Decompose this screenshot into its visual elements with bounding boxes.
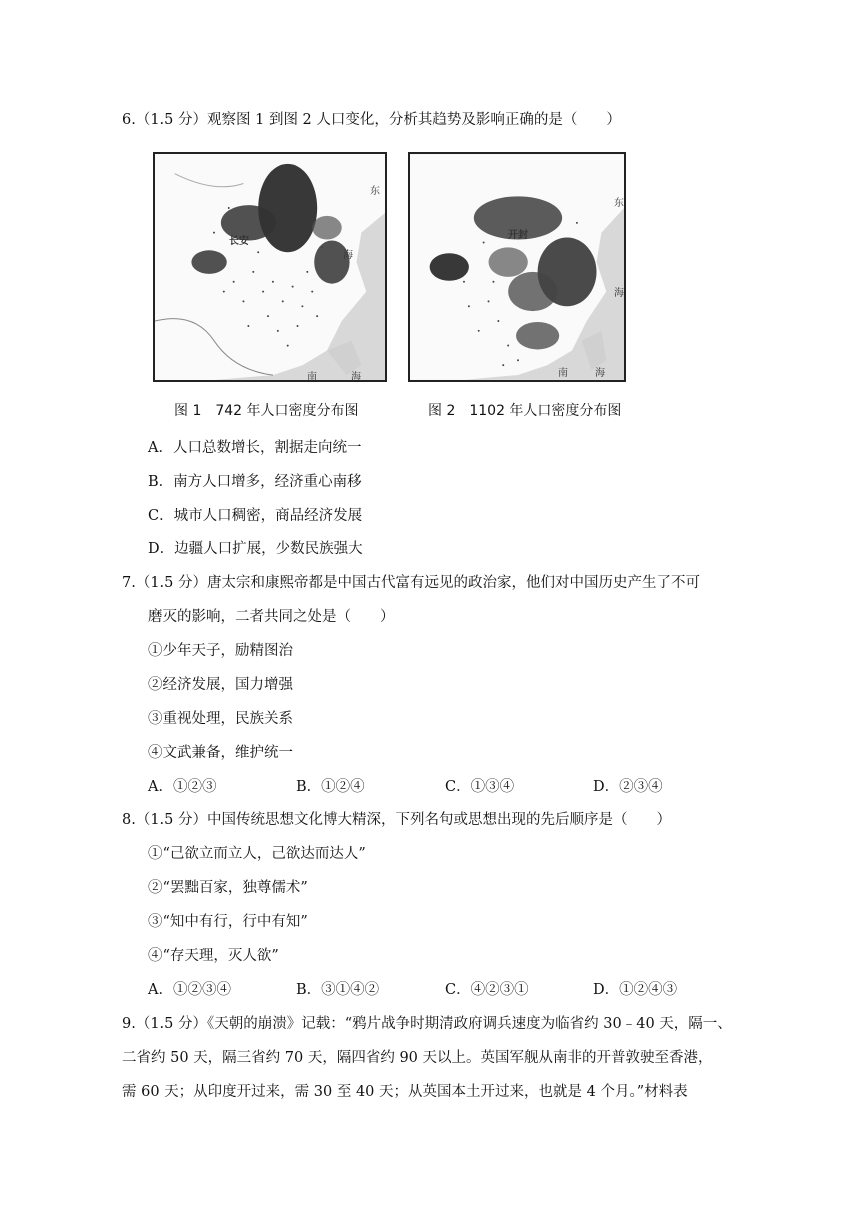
- q8-item-2: ②“罢黜百家，独尊儒术”: [148, 880, 308, 896]
- map1-sea-label-1: 东: [370, 186, 380, 197]
- q8-item-1: ①“己欲立而立人，己欲达而达人”: [148, 846, 366, 862]
- map1-sea-label-3: 南: [307, 372, 317, 382]
- q8-option-c[interactable]: C．④②③①: [445, 982, 529, 998]
- question-7-stem-line-2: 磨灭的影响，二者共同之处是（ ）: [148, 609, 395, 625]
- map1-sea-label-2: 海: [343, 250, 353, 261]
- map2-sea-label-3: 南: [558, 368, 568, 379]
- map-1102-population-density: [410, 154, 624, 380]
- q8-option-d[interactable]: D．①②④③: [593, 982, 678, 998]
- q7-option-b[interactable]: B．①②④: [296, 779, 365, 795]
- q7-item-3: ③重视处理，民族关系: [148, 711, 293, 727]
- q6-option-a[interactable]: A．人口总数增长，割据走向统一: [148, 440, 362, 456]
- q8-item-4: ④“存天理，灭人欲”: [148, 948, 279, 964]
- question-9-line-1: 9.（1.5 分）《天朝的崩溃》记载：“鸦片战争时期清政府调兵速度为临省约 30﹣40 天，隔一、: [122, 1016, 732, 1032]
- question-8-stem: 8.（1.5 分）中国传统思想文化博大精深，下列名句或思想出现的先后顺序是（ ）: [122, 812, 672, 828]
- q7-option-d[interactable]: D．②③④: [593, 779, 663, 795]
- q7-item-2: ②经济发展，国力增强: [148, 677, 293, 693]
- question-9-line-3: 需 60 天；从印度开过来，需 30 至 40 天；从英国本土开过来，也就是 4 个月。”材料表: [122, 1084, 688, 1100]
- q6-option-c[interactable]: C．城市人口稠密，商品经济发展: [148, 508, 363, 524]
- map2-sea-label-1: 东: [614, 198, 624, 209]
- q7-item-1: ①少年天子，励精图治: [148, 643, 293, 659]
- figure-1-caption: 图 1 742 年人口密度分布图: [174, 403, 359, 419]
- map-742-population-density: [155, 154, 385, 380]
- map2-sea-label-4: 海: [595, 368, 605, 379]
- question-9-line-2: 二省约 50 天，隔三省约 70 天，隔四省约 90 天以上。英国军舰从南非的开普敦驶至香港，: [122, 1050, 713, 1066]
- question-7-stem-line-1: 7.（1.5 分）唐太宗和康熙帝都是中国古代富有远见的政治家，他们对中国历史产生了不可: [122, 575, 700, 591]
- q7-option-a[interactable]: A．①②③: [148, 779, 217, 795]
- q7-item-4: ④文武兼备，维护统一: [148, 745, 293, 761]
- map1-city-label: 长安: [229, 236, 249, 247]
- q6-option-d[interactable]: D．边疆人口扩展，少数民族强大: [148, 541, 363, 557]
- map-figure-2: [408, 152, 626, 382]
- q8-option-a[interactable]: A．①②③④: [148, 982, 231, 998]
- map-figure-1: [153, 152, 387, 382]
- question-6-stem: 6.（1.5 分）观察图 1 到图 2 人口变化，分析其趋势及影响正确的是（ ）: [122, 112, 621, 128]
- q7-option-c[interactable]: C．①③④: [445, 779, 515, 795]
- q8-item-3: ③“知中有行，行中有知”: [148, 914, 308, 930]
- q8-option-b[interactable]: B．③①④②: [296, 982, 380, 998]
- map1-sea-label-4: 海: [351, 372, 361, 382]
- map2-city-label: 开封: [508, 230, 528, 241]
- figure-2-caption: 图 2 1102 年人口密度分布图: [428, 403, 622, 419]
- q6-option-b[interactable]: B．南方人口增多，经济重心南移: [148, 474, 362, 490]
- map2-sea-label-2: 海: [614, 288, 624, 299]
